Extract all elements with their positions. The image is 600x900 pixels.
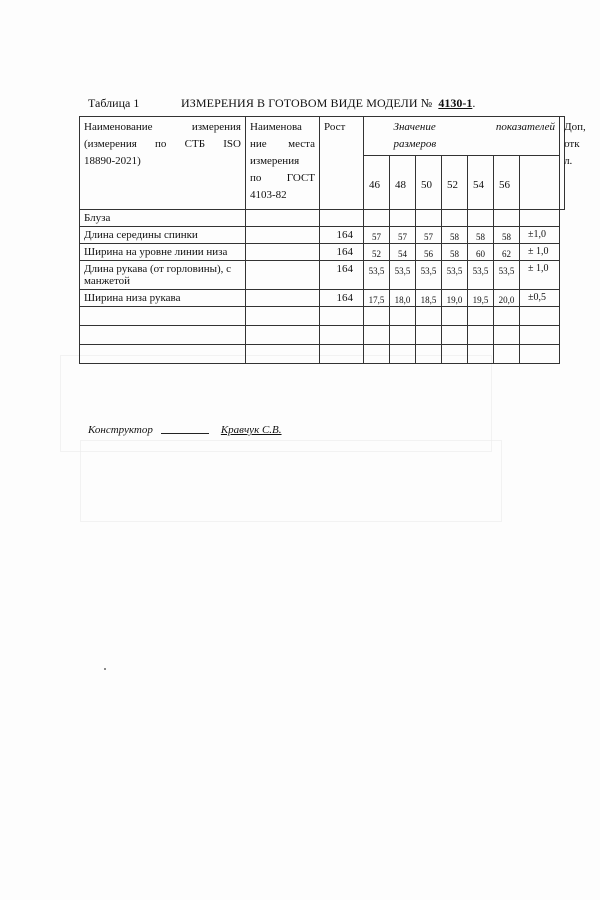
scan-artifact — [80, 440, 502, 522]
signature-name: Кравчук С.В. — [220, 424, 282, 436]
tolerance-value: ±0,5 — [520, 290, 560, 307]
header-text: (измерения по СТБ ISO — [84, 138, 241, 150]
measurements-table — [79, 116, 586, 364]
empty-row — [80, 345, 565, 364]
size-value: 53,5 — [416, 261, 442, 290]
header-height: Рост — [320, 117, 364, 210]
size-value: 53,5 — [390, 261, 416, 290]
measurement-name: Ширина на уровне линии низа — [80, 244, 246, 261]
scan-artifact — [60, 355, 492, 452]
height-value: 164 — [320, 227, 364, 244]
size-value: 58 — [442, 227, 468, 244]
measurement-place — [246, 290, 320, 307]
size-header: 46 — [364, 156, 390, 210]
header-values — [390, 117, 560, 156]
size-value: 56 — [416, 244, 442, 261]
size-value: 18,0 — [390, 290, 416, 307]
size-header: 56 — [494, 156, 520, 210]
tolerance-value: ±1,0 — [520, 227, 560, 244]
height-value: 164 — [320, 261, 364, 290]
size-value: 19,5 — [468, 290, 494, 307]
signature-block — [88, 424, 282, 436]
size-value: 57 — [416, 227, 442, 244]
header-row — [80, 117, 565, 156]
header-text: Значение показателей — [393, 121, 556, 133]
table-row — [80, 227, 565, 244]
section-row — [80, 210, 565, 227]
header-text: ние места — [250, 138, 315, 150]
size-value: 54 — [390, 244, 416, 261]
measurement-name: Ширина низа рукава — [80, 290, 246, 307]
header-text: 4103-82 — [250, 189, 287, 201]
size-value: 57 — [364, 227, 390, 244]
empty-row — [80, 307, 565, 326]
measurement-name: Длина рукава (от горловины), с манжетой — [80, 261, 246, 290]
height-value: 164 — [320, 244, 364, 261]
table-caption — [88, 96, 508, 111]
size-value: 58 — [442, 244, 468, 261]
size-value: 53,5 — [364, 261, 390, 290]
size-value: 52 — [364, 244, 390, 261]
size-value: 53,5 — [442, 261, 468, 290]
table-row — [80, 261, 565, 290]
size-header: 54 — [468, 156, 494, 210]
header-text: размеров — [393, 138, 437, 150]
header-text: Наименова — [250, 121, 302, 133]
header-text: Наименование измерения — [84, 121, 241, 133]
size-value: 57 — [390, 227, 416, 244]
header-tolerance: Доп, отк л. — [560, 117, 565, 210]
caption-suffix: . — [472, 96, 476, 110]
size-value: 62 — [494, 244, 520, 261]
empty-row — [80, 326, 565, 345]
size-value: 53,5 — [494, 261, 520, 290]
size-value: 58 — [468, 227, 494, 244]
size-value: 17,5 — [364, 290, 390, 307]
size-value: 60 — [468, 244, 494, 261]
table-number: Таблица 1 — [88, 96, 140, 110]
signature-role: Конструктор — [88, 424, 153, 436]
header-text: 18890-2021) — [84, 155, 141, 167]
tolerance-value: ± 1,0 — [520, 261, 560, 290]
size-value: 19,0 — [442, 290, 468, 307]
measurement-name: Длина середины спинки — [80, 227, 246, 244]
header-text: по ГОСТ — [250, 172, 315, 184]
table-row — [80, 244, 565, 261]
table-row — [80, 290, 565, 307]
model-number: 4130-1 — [438, 96, 473, 110]
header-measurement-name — [80, 117, 246, 210]
size-header: 52 — [442, 156, 468, 210]
height-value: 164 — [320, 290, 364, 307]
measurement-place — [246, 227, 320, 244]
size-value: 18,5 — [416, 290, 442, 307]
measurement-place — [246, 244, 320, 261]
header-measurement-place — [246, 117, 320, 210]
scan-speck — [104, 668, 106, 670]
size-header: 50 — [416, 156, 442, 210]
measurement-place — [246, 261, 320, 290]
size-value: 20,0 — [494, 290, 520, 307]
signature-line — [161, 433, 209, 434]
section-title: Блуза — [80, 210, 246, 227]
size-header: 48 — [390, 156, 416, 210]
table-title: ИЗМЕРЕНИЯ В ГОТОВОМ ВИДЕ МОДЕЛИ № — [181, 96, 433, 110]
size-value: 58 — [494, 227, 520, 244]
tolerance-value: ± 1,0 — [520, 244, 560, 261]
header-spacer — [364, 117, 390, 156]
header-text: измерения — [250, 155, 300, 167]
size-value: 53,5 — [468, 261, 494, 290]
